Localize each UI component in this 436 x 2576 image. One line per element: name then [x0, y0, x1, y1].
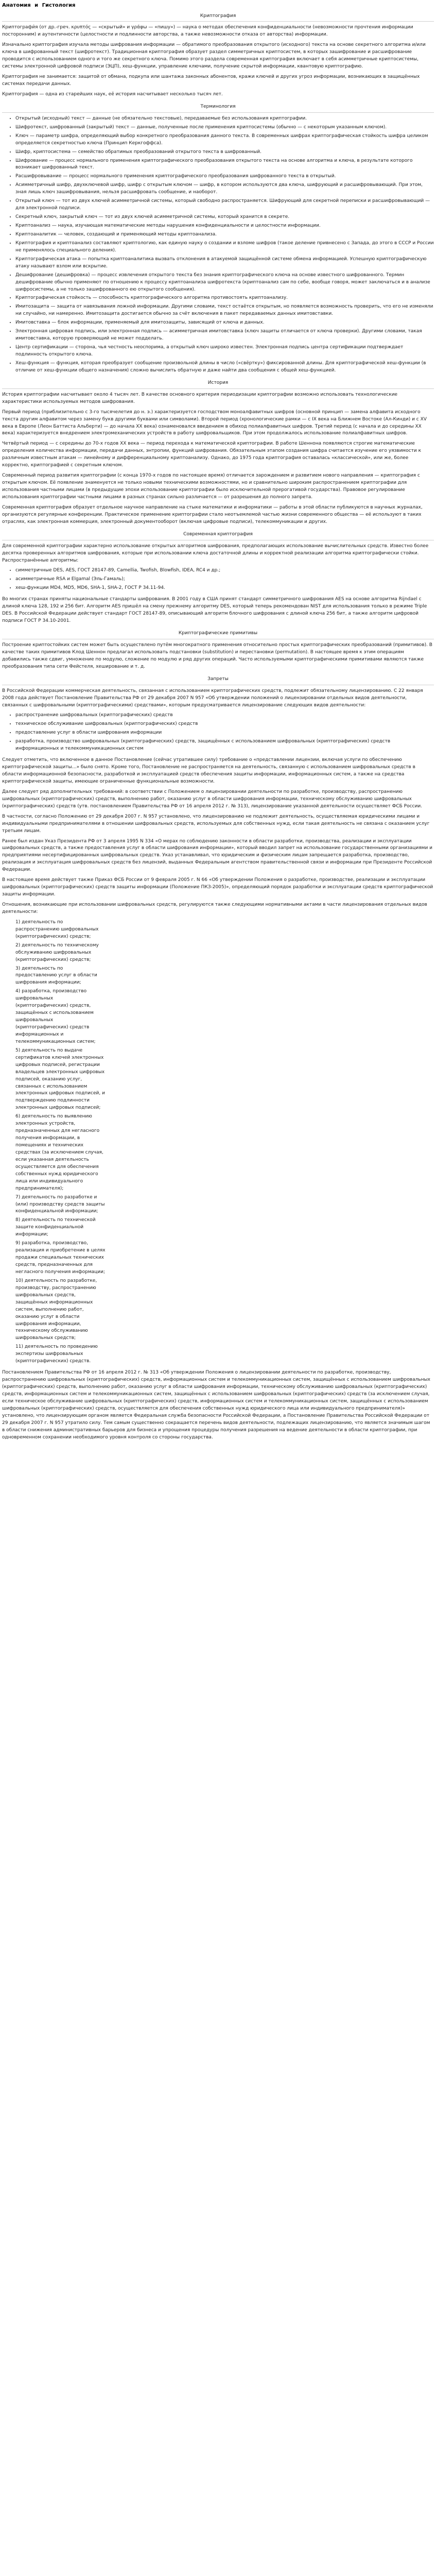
- section-cryptography: [2, 13, 434, 98]
- paragraph: Изначально криптография изучала методы шифрования информации — обратимого преобразования открытого (исходного) текста на основе секретного алгоритма и/или ключа в шифрованный текст (шифротекст). Традиционная криптография образует раздел симметричных криптосистем, в которых зашифрование и расшифрование проводится с использованием одного и того же секретного ключа. Помимо этого раздела современная криптография включает в себя асимметричные криптосистемы, системы электронной цифровой подписи (ЭЦП), хеш-функции, управление ключами, получение скрытой информации, квантовую криптографию.: [2, 42, 426, 70]
- terms-list: [2, 115, 434, 375]
- list-item: • Шифр, криптосистема — семейство обратимых преобразований открытого текста в шифрованный.: [15, 149, 434, 156]
- section-modern-cryptography: [2, 531, 434, 625]
- list-item: • Хеш-функция — функция, которая преобразует сообщение произвольной длины в число («свёртку») фиксированной длины. Для криптографической хеш-функции (в отличие от хеш-функции общего назначения) сложно вычислить обратную и даже найти два сообщения с общей хеш-функцией.: [15, 360, 434, 375]
- list-item: • Криптографическая стойкость — способность криптографического алгоритма противостоять криптоанализу.: [15, 295, 434, 302]
- list-item: • Шифрование — процесс нормального применения криптографического преобразования открытого текста на основе алгоритма и ключа, в результате которого возникает шифрованный текст.: [15, 158, 434, 172]
- list-item: • Центр сертификации — сторона, чья честность неоспорима, а открытый ключ широко известен. Электронная подпись центра сертификации подтверждает подлинность открытого ключа.: [15, 344, 434, 359]
- list-item: 11) деятельность по проведению экспертизы шифровальных (криптографических) средств.: [15, 1344, 98, 1364]
- paragraph: Криптография — одна из старейших наук, её история насчитывает несколько тысяч лет.: [2, 91, 223, 97]
- list-item: 9) разработка, производство, реализация и приобретение в целях продажи специальных технических средств, предназначенных для негласного получения информации;: [15, 1241, 106, 1275]
- paragraph: В Российской Федерации коммерческая деятельность, связанная с использованием криптографических средств, подлежит обязательному лицензированию. С 22 января 2008 года действует Постановление Правительства РФ от 29 декабря 2007 N 957 «Об утверждении положений о лицензировании отдельных видов деятельности, связанных с шифровальными (криптографическими) средствами», которым предусматривается лицензирование следующих видов деятельности:: [2, 688, 423, 708]
- section-title: Запреты: [2, 676, 434, 685]
- list-item: • Криптографическая атака — попытка криптоаналитика вызвать отклонения в атакуемой защищённой системе обмена информацией. Успешную криптографическую атаку называют взлом или вскрытие.: [15, 256, 434, 270]
- numbered-activities-list: [2, 919, 106, 1365]
- list-item: • хеш-функции MD4, MD5, MD6, SHA-1, SHA-2, ГОСТ Р 34.11-94.: [15, 585, 434, 592]
- paragraph: Следует отметить, что включенное в данное Постановление (сейчас утратившее силу) требование о «представлении лицензии, включая услуги по обеспечению криптографической защиты…» было снято. Кроме того, Постановление не распространяется на деятельность, связанную с использованием шифровальных средств в области информационной безопасности, разработкой и эксплуатацией средств обеспечения защиты информации, информационных систем, а также на средства криптографической защиты, имеющие ограниченные функциональные возможности.: [2, 757, 415, 784]
- list-item: • Открытый ключ — тот из двух ключей асимметричной системы, который свободно распространяется. Шифрующий для секретной переписки и расшифровывающий — для электронной подписи.: [15, 198, 434, 212]
- paragraph: Первый период (приблизительно с 3-го тысячелетия до н. э.) характеризуется господством моноалфавитных шифров (основной принцип — замена алфавита исходного текста другим алфавитом через замену букв другими буквами или символами). Второй период (хронологические рамки — с IX века на Ближнем Востоке (Ал-Кинди) и с XV века в Европе (Леон Баттиста Альберти) — до начала XX века) ознаменовался введением в обиход полиалфавитных шифров. Третий период (с начала и до середины XX века) характеризуется внедрением электромеханических устройств в работу шифровальщиков. При этом продолжалось использование полиалфавитных шифров.: [2, 409, 427, 436]
- paragraph: Криптография не занимается: защитой от обмана, подкупа или шантажа законных абонентов, кражи ключей и других угроз информации, возникающих в защищённых системах передачи данных.: [2, 74, 420, 87]
- section-history: [2, 380, 434, 526]
- list-item: 6) деятельность по выявлению электронных устройств, предназначенных для негласного получения информации, в помещениях и технических средствах (за исключением случая, если указанная деятельность осуществляется для обеспечения собственных нужд юридического лица или индивидуального предпринимателя);: [15, 1114, 103, 1191]
- paragraph: Для современной криптографии характерно использование открытых алгоритмов шифрования, предполагающих использование вычислительных средств. Известно более десятка проверенных алгоритмов шифрования, которые при использовании ключа достаточной длины и корректной реализации алгоритма криптографически стойки. Распространённые алгоритмы:: [2, 543, 429, 563]
- paragraph: Ранее был издан Указ Президента РФ от 3 апреля 1995 N 334 «О мерах по соблюдению законности в области разработки, производства, реализации и эксплуатации шифровальных средств, а также предоставления услуг в области шифрования информации», который вводил запрет на использование государственными организациями и предприятиями несертифицированных шифровальных средств. Указ устанавливал, что юридическим и физическим лицам запрещается разработка, производство, реализация и эксплуатация шифровальных средств без лицензий, выданных Федеральным агентством правительственной связи и информации при Президенте Российской Федерации.: [2, 838, 433, 873]
- breadcrumb-item-histology[interactable]: Гистология: [42, 3, 76, 8]
- paragraph: Отношения, возникающие при использовании шифровальных средств, регулируются также следующими нормативными актами в части лицензирования отдельных видов деятельности:: [2, 902, 427, 914]
- section-primitives: [2, 630, 434, 671]
- section-title: История: [2, 380, 434, 389]
- list-item: • Шифротекст, шифрованный (закрытый) текст — данные, полученные после применения криптосистемы (обычно — с некоторым указанным ключом).: [15, 124, 434, 131]
- list-item: • Секретный ключ, закрытый ключ — тот из двух ключей асимметричной системы, который хранится в секрете.: [15, 214, 434, 221]
- breadcrumb-item-anatomy[interactable]: Анатомия: [2, 3, 31, 8]
- list-item: • Открытый (исходный) текст — данные (не обязательно текстовые), передаваемые без использования криптографии.: [15, 115, 434, 123]
- breadcrumb: [2, 2, 434, 10]
- list-item: • Асимметричный шифр, двухключевой шифр, шифр с открытым ключом — шифр, в котором используются два ключа, шифрующий и расшифровывающий. При этом, зная лишь ключ зашифровывания, нельзя расшифровать сообщение, и наоборот.: [15, 182, 434, 196]
- list-item: 5) деятельность по выдаче сертификатов ключей электронных цифровых подписей, регистрации владельцев электронных цифровых подписей, оказанию услуг, связанных с использованием электронных цифровых подписей, и подтверждению подлинности электронных цифровых подписей;: [15, 1047, 105, 1111]
- list-item: 3) деятельность по предоставлению услуг в области шифрования информации;: [15, 965, 97, 986]
- paragraph: Построение криптостойких систем может быть осуществлено путём многократного применения относительно простых криптографических преобразований (примитивов). В качестве таких примитивов Клод Шеннон предлагал использовать подстановки (substitution) и перестановки (permutation). В настоящее время к этим операциям добавились также сдвиг, умножение по модулю, сложение по модулю и ряд других операций. Часто используемыми криптографическими примитивами являются также преобразования типа сети Фейстеля, хеширование и т. д.: [2, 642, 432, 669]
- list-item: • техническое обслуживание шифровальных (криптографических) средств: [15, 721, 434, 728]
- paragraph: В частности, согласно Положению от 29 декабря 2007 г. N 957 установлено, что лицензированию не подлежит деятельность, осуществляемая юридическими лицами и индивидуальными предпринимателями в отношении шифровальных средств, используемых для собственных нужд, если такая деятельность не связана с оказанием услуг третьим лицам.: [2, 814, 430, 834]
- list-item: • Имитовставка — блок информации, применяемый для имитозащиты, зависящий от ключа и данных.: [15, 319, 434, 327]
- algorithms-list: [2, 567, 434, 592]
- section-title: Терминология: [2, 104, 434, 113]
- list-item: 4) разработка, производство шифровальных (криптографических) средств, защищённых с использованием шифровальных (криптографических) средств информационных и телекоммуникационных систем;: [15, 989, 96, 1044]
- list-item: • Криптоаналитик — человек, создающий и применяющий методы криптоанализа.: [15, 231, 434, 239]
- list-item: • асимметричные RSA и Elgamal (Эль-Гамаль);: [15, 576, 434, 583]
- list-item: 10) деятельность по разработке, производству, распространению шифровальных средств, защищённых информационных систем, выполнению работ, оказанию услуг в области шифрования информации, техническому обслуживанию шифровальных средств;: [15, 1278, 97, 1341]
- paragraph: В настоящее время действует также Приказ ФСБ России от 9 февраля 2005 г. N 66 «Об утверждении Положения о разработке, производстве, реализации и эксплуатации шифровальных (криптографических) средств защиты информации (Положение ПКЗ-2005)», определяющий порядок разработки и эксплуатации средств криптографической защиты информации.: [2, 877, 433, 897]
- section-title: Криптография: [2, 13, 434, 22]
- section-restrictions: [2, 676, 434, 1442]
- list-item: 2) деятельность по техническому обслуживанию шифровальных (криптографических) средств;: [15, 942, 99, 962]
- list-item: • Криптоанализ — наука, изучающая математические методы нарушения конфиденциальности и целостности информации.: [15, 223, 434, 230]
- section-title: Современная криптография: [2, 531, 434, 540]
- paragraph: Современный период развития криптографии (с конца 1970-х годов по настоящее время) отличается зарождением и развитием нового направления — криптография с открытым ключом. Её появление знаменуется не только новыми техническими возможностями, но и сравнительно широким распространением криптографии для использования частными лицами (в предыдущие эпохи использование криптографии было исключительной прерогативой государства). Правовое регулирование использования криптографии частными лицами в разных странах сильно различается — от разрешения до полного запрета.: [2, 473, 420, 500]
- list-item: • Ключ — параметр шифра, определяющий выбор конкретного преобразования данного текста. В современных шифрах криптографическая стойкость шифра целиком определяется секретностью ключа (Принцип Керкгоффса).: [15, 133, 434, 147]
- list-item: 8) деятельность по технической защите конфиденциальной информации;: [15, 1217, 96, 1238]
- list-item: • Криптография и криптоанализ составляют криптологию, как единую науку о создании и взломе шифров (такое деление привнесено с Запада, до этого в СССР и России не применялось специального деления).: [15, 240, 434, 255]
- paragraph: Постановлением Правительства РФ от 16 апреля 2012 г. № 313 «Об утверждении Положения о лицензировании деятельности по разработке, производству, распространению шифровальных (криптографических) средств, информационных систем и телекоммуникационных систем, защищённых с использованием шифровальных (криптографических) средств, выполнению работ, оказанию услуг в области шифрования информации, техническому обслуживанию шифровальных (криптографических) средств, информационных систем и телекоммуникационных систем, защищённых с использованием шифровальных (криптографических) средств (за исключением случая, если техническое обслуживание шифровальных (криптографических) средств, информационных систем и телекоммуникационных систем, защищённых с использованием шифровальных (криптографических) средств, осуществляется для обеспечения собственных нужд юридического лица или индивидуального предпринимателя)» установлено, что лицензирующим органом является Федеральная служба безопасности Российской Федерации, а Постановление Правительства Российской Федерации от 29 декабря 2007 г. N 957 утратило силу. Тем самым существенно сокращается перечень видов деятельности, подлежащих лицензированию, что является значимым шагом в области снижения административных барьеров для бизнеса и упрощения процедуры получения разрешения на ведение деятельности в области криптографии, при одновременном сохранении необходимого уровня контроля со стороны государства.: [2, 1370, 430, 1440]
- list-item: • Дешифрование (дешифровка) — процесс извлечения открытого текста без знания криптографического ключа на основе известного шифрованного. Термин дешифрование обычно применяют по отношению к процессу криптоанализа шифротекста (криптоанализ сам по себе, вообще говоря, может заключаться и в анализе шифросистемы, а не только зашифрованного ею открытого сообщения).: [15, 272, 434, 294]
- list-item: • предоставление услуг в области шифрования информации: [15, 730, 434, 737]
- paragraph: Современная криптография образует отдельное научное направление на стыке математики и информатики — работы в этой области публикуются в научных журналах, организуются регулярные конференции. Практическое применение криптографии стало неотъемлемой частью жизни современного общества — её используют в таких отраслях, как электронная коммерция, электронный документооборот (включая цифровые подписи), телекоммуникации и других.: [2, 504, 423, 524]
- list-item: • Электронная цифровая подпись, или электронная подпись — асимметричная имитовставка (ключ защиты отличается от ключа проверки). Другими словами, такая имитовставка, которую проверяющий не может подделать.: [15, 328, 434, 343]
- list-item: • разработка, производство шифровальных (криптографических) средств, защищённых с использованием шифровальных (криптографических) средств информационных и телекоммуникационных систем: [15, 738, 434, 753]
- licensed-activities-list: [2, 712, 434, 753]
- paragraph: Во многих странах приняты национальные стандарты шифрования. В 2001 году в США принят стандарт симметричного шифрования AES на основе алгоритма Rijndael с длиной ключа 128, 192 и 256 бит. Алгоритм AES пришёл на смену прежнему алгоритму DES, который теперь рекомендован NIST для использования только в режиме Triple DES. В Российской Федерации действует стандарт ГОСТ 28147-89, описывающий алгоритм блочного шифрования с длиной ключа 256 бит, а также алгоритм цифровой подписи ГОСТ Р 34.10-2001.: [2, 597, 427, 624]
- list-item: • Имитозащита — защита от навязывания ложной информации. Другими словами, текст остаётся открытым, но появляется возможность проверить, что его не изменяли ни случайно, ни намеренно. Имитозащита достигается обычно за счёт включения в пакет передаваемых данных имитовставки.: [15, 303, 434, 318]
- paragraph: Криптографи́я (от др.-греч. κρυπτός — «скрытый» и γράφω — «пишу») — наука о методах обеспечения конфиденциальности (невозможности прочтения информации посторонним) и аутентичности (целостности и подлинности авторства, а также невозможности отказа от авторства) информации.: [2, 25, 413, 38]
- section-terminology: [2, 104, 434, 375]
- list-item: • Расшифровывание — процесс нормального применения криптографического преобразования шифрованного текста в открытый.: [15, 173, 434, 180]
- list-item: • распространение шифровальных (криптографических) средств: [15, 712, 434, 719]
- list-item: 1) деятельность по распространению шифровальных (криптографических) средств;: [15, 919, 99, 939]
- section-title: Криптографические примитивы: [2, 630, 434, 639]
- list-item: 7) деятельность по разработке и (или) производству средств защиты конфиденциальной информации;: [15, 1194, 105, 1214]
- paragraph: Четвёртый период — с середины до 70-х годов XX века — период перехода к математической криптографии. В работе Шеннона появляются строгие математические определения количества информации, передачи данных, энтропии, функций шифрования. Обязательным этапом создания шифра считается изучение его уязвимости к различным известным атакам — линейному и дифференциальному криптоанализу. Однако, до 1975 года криптография оставалась «классической», или же, более корректно, криптографией с секретным ключом.: [2, 441, 422, 468]
- list-item: • симметричные DES, AES, ГОСТ 28147-89, Camellia, Twofish, Blowfish, IDEA, RC4 и др.;: [15, 567, 434, 574]
- paragraph: История криптографии насчитывает около 4 тысяч лет. В качестве основного критерия периодизации криптографии возможно использовать технологические характеристики используемых методов шифрования.: [2, 392, 398, 404]
- breadcrumb-separator: и: [34, 3, 39, 8]
- paragraph: Далее следует ряд дополнительных требований: в соответствии с Положением о лицензировании деятельности по разработке, производству, распространению шифровальных (криптографических) средств, выполнению работ, оказанию услуг в области шифрования информации, техническому обслуживанию шифровальных (криптографических) средств (утв. постановлением Правительства РФ от 16 апреля 2012 г. № 313), лицензирование указанной деятельности осуществляет ФСБ России.: [2, 789, 423, 809]
